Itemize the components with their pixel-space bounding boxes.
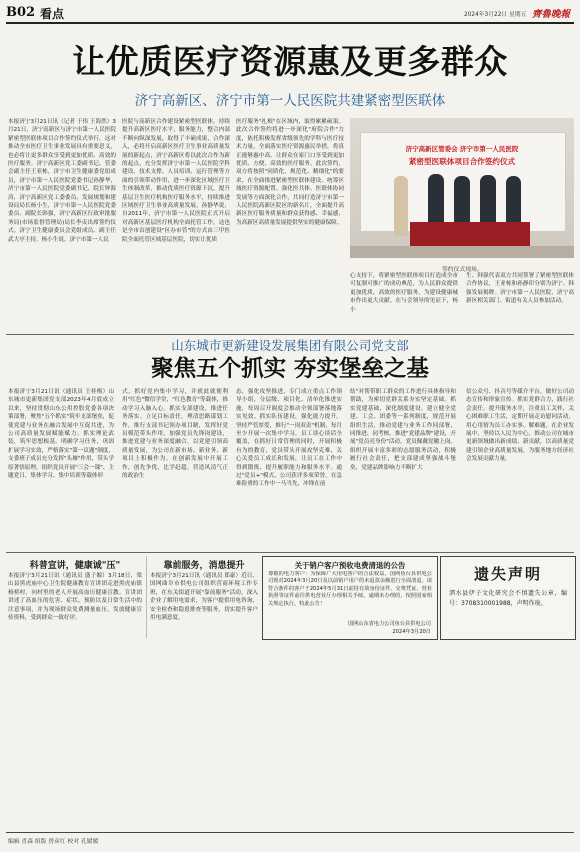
notice-title: 关于销户客户预收电费清退的公告 xyxy=(294,561,406,570)
brief-2-text: 本报济宁3月21日讯（通讯员 郑豪）近日，国网曲阜市供电公司组织营商环境工作专班，在东关街道开展"靠前服务"活动，深入企业了解用电需求，为客户提供用电咨询、安全检查和隐患排查等服务，切实提升客户用电满意度。 xyxy=(150,573,258,622)
second-headline: 聚焦五个抓实 夯实堡垒之基 xyxy=(151,356,429,382)
second-kicker: 山东城市更新建设发展集团有限公司党支部 xyxy=(171,338,409,353)
second-column-3: 态，强化攻坚推进，专门成立重点工作领导小组，分层级、项目化、清单化推进实施，每周召开调度会推动全领部署落地落实见效。抓实队伍建设，强化能力提升。坚持严管厚爱，推行"一岗双责"机制，每月至少开展一次集中学习，员工谈心谈话全覆盖，在抓好日常管理的同时，开展积极有为的教育，党员带头开展攻坚克难，关心关爱员工成长和发展，让员工在工作中得到锻炼，提升履职能力和服务水平。通过"党员+"模式，公司获评多项荣誉，在急难险重的工作中一马当先、冲锋在前 xyxy=(236,389,342,488)
page-code: B02 xyxy=(6,5,36,20)
lead-column-3: 医疗服务"扎根"在区域内，取得累累硕果。此次合作签约将进一步深化"府院合作"力度，依托积极发挥省级领先的学科与医疗技术力量，全面落实医疗资源惠民举措，将真正能够惠中高、让群众在家门口享受到更加优质、方便、高效的医疗服务。此次签约，双方将按照"同质化、规范化、精细化"的要求，在全面推进紧密型医联体建设、统筹区域医疗资源配置、强化医共体、医联体协同发展等方面深化合作，共同打造济宁市第一人民医院高新区院区的新名片，全面提升高新区医疗服务质量和群众获得感、幸福感，为高新区高质量发展提供坚实的健康保障。 xyxy=(236,119,344,226)
second-column-4: 结"对帮带职工群众的工作进行具体指导和帮助，为密切党群关系夯实坚定基础。抓实党建基础，深化制度建设。建立健全党建、工会、团委等一系列制度，规范开展组织生活，推动党建与业务工作同部署、同推进、同考核。推进"党建品牌"建设，开展"党员亮身份"活动，党员佩戴党徽上岗。组织开展丰富多彩的志愿服务活动，积极履行社会责任，把支部建成坚强战斗堡垒，党建品牌影响力不断扩大 xyxy=(350,389,456,471)
brief-divider-1 xyxy=(146,556,147,638)
notice-signature: 国网山东省电力公司鱼台县供电公司 xyxy=(347,621,431,627)
lost-notice xyxy=(440,556,576,640)
photo-caption: 签约仪式现场。 xyxy=(442,267,483,273)
lead-column-4: 心支持下，将紧密型医联体项目打造成全市可复制可推广的成功典范，为人民群众提供更加优质、高效的医疗服务，为建设健康城市作出更大贡献。在与会领导的见证下，杨小 xyxy=(350,273,458,313)
second-column-5: 信公众号、抖音号等媒介平台，做好公司动态宣传和形象宣传。抓实党群合力，践行社会责任。提升服务水平，注重员工关怀，关心困难职工生活，定期开展走访慰问活动，用心用情为员工办实事、解难题。在企业发展中，坚持以人民为中心，推动公司在城市更新领域做出新成绩、新贡献，以高质量党建引领企业高质量发展，为服务地方经济社会发展贡献力量。 xyxy=(466,389,574,463)
footer-rule xyxy=(6,832,574,833)
section-divider-1 xyxy=(6,334,574,335)
lead-column-2: 医院与高新区合作建设紧密型医联体，持续提升高新区医疗水平，服务能力，整合内部不断向纵深发展，取得了丰硕成果，合作深入，必将开启高新区医疗卫生事业高质量发展的新起点，济宁高新区将以此次合作为新的起点，充分发挥济宁市第一人民医院学科建设、技术支撑、人员培训、运行管理等方面的引领带动作用，进一步深化区域医疗卫生体制改革，推动优质医疗资源下沉，提升基层卫生医疗机构医疗服务水平，持续推进区域医疗卫生事业高质量发展。孙静华说，自2011年，济宁市第一人民医院正式开启对高新区基层医疗机构全面托管工作，这也是全市首创建设"区办市管"的方式由三甲医院全面托管区域基层医院，切实让优质 xyxy=(122,119,230,243)
photo-banner-bottom: 紧密型医联体项目合作签约仪式 xyxy=(408,157,516,166)
brief-1-title: 科普宣讲，健康诚"压" xyxy=(29,561,121,571)
lead-headline: 让优质医疗资源惠及更多群众 xyxy=(72,42,508,81)
header-date: 2024年3月22日 xyxy=(464,12,508,18)
lead-column-1: 本报济宁3月21日讯（记者 于伟 王海然）3月21日，济宁高新区与济宁市第一人民医院紧密型医联体项目合作签约仪式举行，这对推动全市医疗卫生事业发展具有重要意义，也必将让更多群众享受到更加优质、高效的医疗服务。济宁高新区党工委副书记、管委会副主任王亚栋，济宁市卫生健康委党组成员，济宁市第一人民医院党委书记孙静华，济宁市第一人民医院党委副书记、院长钟海涛，济宁高新区党工委委员、发展规划和建设局局长杨小生，济宁市第一人民医院党委委员、副院长韩强，济宁高新区行政审批服务局(市场监督管理局)局长李贞出席签约仪式。济宁卫生健康委员会党组成员、副主任武大亭主持。杨小生说，济宁市第一人民 xyxy=(8,119,116,243)
person-1 xyxy=(394,176,408,236)
second-column-1: 本报济宁3月21日讯（通讯员 王桂梅）山东城市更新集团党支部2023年4月底成立以来，坚持贯彻山东公用控股党委各项决策部署，聚焦"五个抓实"筑牢支部堡垒，促使党建与业务在融合发展中互促共进，为公司高质量发展赋能赋力。抓实理论武装，筑牢思想根基。明确学习任务，巩固扩展学习实效，严格落实"第一议题"制度，支委班子成员充分发挥"头雁"作用，带头学原著悟原理，组织党员开展"三会一课"、主题党日，集体学习、集中培训等载体形 xyxy=(8,389,114,480)
notice-text: 尊敬的电力客户：为保障广大用电客户的合法权益，国网鱼台县供电公司现对2024年3月20日及以前销户用户的未退款余额进行全面清退。请符合条件的客户于2024年5月31日前持有效身份证件、交费凭证、营业执照等证件前往供电营业厅办理相关手续。逾期未办理的，按照国家相关规定执行。特此公告！ xyxy=(268,571,432,607)
header-weekday: 星期五 xyxy=(509,12,527,18)
photo-floor xyxy=(350,246,574,258)
brief-1-text: 本报济宁3月21日讯（通讯员 盛子嫄）3月18日，梁山县黑虎庙中心卫生院健康教育宣讲团走进黑虎庙镇杨桥村，向村里的老人开展高血压健康宣教。宣讲团讲述了高血压的危害、症状、预防以及日常生活中的注意事项，并为现场群众免费测量血压，发放健康宣传资料，受到群众一致好评。 xyxy=(8,573,142,622)
lost-notice-title: 遗失声明 xyxy=(473,565,542,583)
lead-column-5: 生、韩强代表双方共同签署了紧密型医联体合作协议，王亚栋和孙静印分别为济宁、韩强发展揭牌。济宁市第一人民医院、济宁高新区相关部门、街道有关人员参加活动。 xyxy=(466,273,574,305)
notice-date: 2024年3月20日 xyxy=(392,629,431,635)
signing-table xyxy=(410,222,530,246)
header-rule xyxy=(6,22,574,24)
signing-photo xyxy=(350,118,574,258)
section-name: 看点 xyxy=(40,7,65,21)
refund-notice xyxy=(262,556,438,640)
page-header xyxy=(6,4,574,22)
lead-subheadline: 济宁高新区、济宁市第一人民医院共建紧密型医联体 xyxy=(134,93,446,109)
photo-banner-top: 济宁高新区管委会 济宁市第一人民医院 xyxy=(405,145,519,153)
second-column-2: 式，抓好党内集中学习，并就此就便利用"红色"微信学堂，"红色教育"等载体，推动学习入脑入心。抓实支部建设，推进任务落实。立足目标责任，理清思路谋划工作，推行支部书记领办项目制，发挥好党员模范带头作用，加强党员先锋岗建设，推进党建与业务深度融合，以党建引领高质量发展，为公司在新市场、新业务、新项目上积极作为。在创新发展中开展工作，创先争优、比学赶超，营造风清气正的政治生 xyxy=(122,389,228,480)
footer-credits: 编辑 喜森 组版 曾彦红 校对 孔媛媛 xyxy=(8,839,99,845)
section-divider-2 xyxy=(6,552,574,553)
lost-notice-text: 泗水县伊子文化研究会不慎遗失公章，编号：3708310001988，声明作废。 xyxy=(449,590,567,607)
newspaper-logo: 齊魯晚報 xyxy=(532,9,571,20)
brief-2-title: 靠前服务，消患提升 xyxy=(163,561,245,571)
